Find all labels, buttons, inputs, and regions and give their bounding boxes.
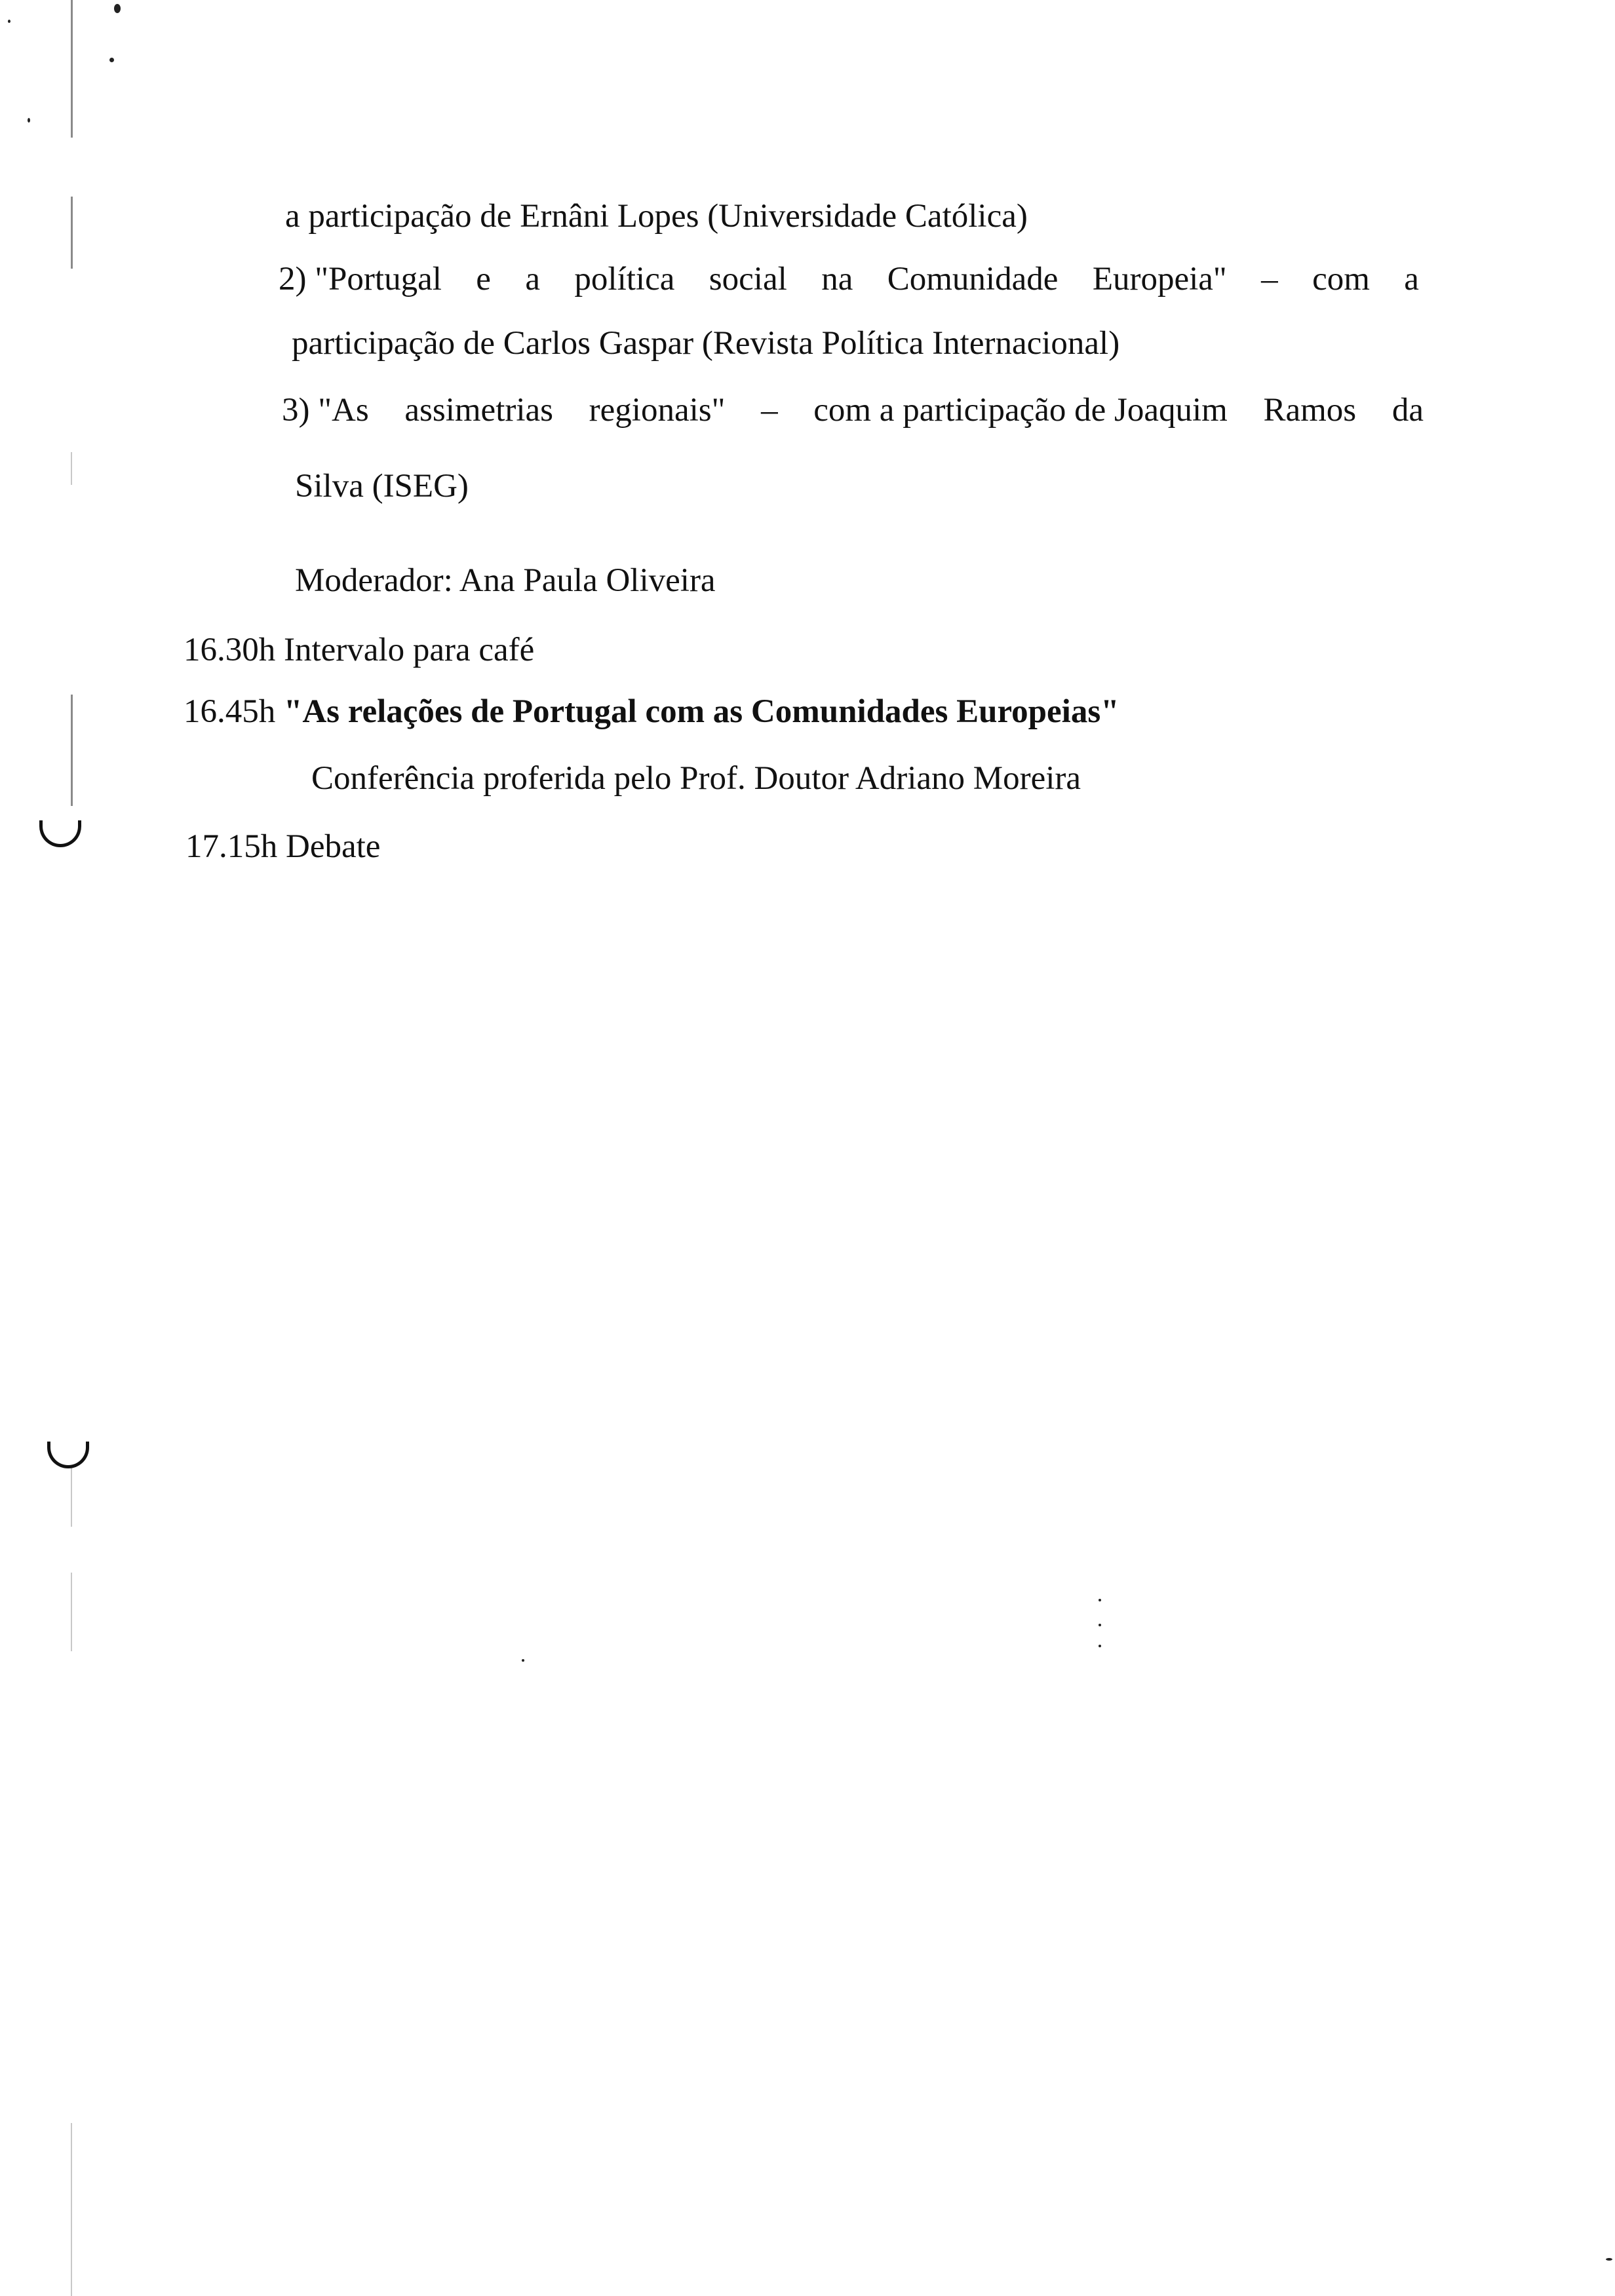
margin-rule-bottom <box>71 2123 72 2296</box>
text-line-4 <box>282 391 1424 430</box>
schedule-time: 17.15h <box>185 828 278 865</box>
speck-mark <box>1099 1599 1101 1601</box>
word: a <box>525 261 540 297</box>
word: Ramos <box>1263 392 1357 429</box>
schedule-conference <box>184 692 1119 731</box>
word: Comunidade <box>887 261 1059 297</box>
speck-mark <box>522 1659 524 1662</box>
binding-hook-mark-lower <box>47 1442 89 1468</box>
speck-mark <box>8 20 10 23</box>
margin-rule-faint-2 <box>71 1468 72 1527</box>
schedule-break <box>184 630 534 670</box>
speck-mark <box>1099 1624 1101 1626</box>
word: Europeia" <box>1092 261 1227 297</box>
word: regionais" <box>589 392 726 429</box>
word: e <box>476 261 491 297</box>
margin-rule-faint-1 <box>71 452 72 485</box>
moderator-line: Moderador: Ana Paula Oliveira <box>295 562 716 599</box>
schedule-debate <box>185 827 380 866</box>
word: 2) "Portugal <box>279 261 442 297</box>
conference-speaker: Conferência proferida pelo Prof. Doutor Adriano Moreira <box>311 760 1081 797</box>
text-line-5: Silva (ISEG) <box>295 468 469 505</box>
schedule-label: Intervalo para café <box>284 632 535 668</box>
schedule-time: 16.30h <box>184 632 276 668</box>
margin-rule-upper <box>71 197 73 269</box>
text-line-1: a participação de Ernâni Lopes (Universidade Católica) <box>285 198 1028 235</box>
speck-mark <box>109 58 114 62</box>
word: com a participação de Joaquim <box>813 392 1228 429</box>
schedule-time: 16.45h <box>184 693 276 730</box>
binding-hook-mark-upper <box>39 820 81 847</box>
word: a <box>1404 261 1419 297</box>
word: política <box>574 261 675 297</box>
word: – <box>1261 261 1278 297</box>
word: – <box>761 392 778 429</box>
margin-rule-middle <box>71 695 73 806</box>
word: da <box>1391 392 1424 429</box>
word: com <box>1312 261 1370 297</box>
margin-rule-top <box>71 0 73 138</box>
schedule-label: Debate <box>286 828 381 865</box>
text-line-2 <box>279 259 1419 299</box>
margin-rule-faint-3 <box>71 1573 72 1651</box>
conference-title: "As relações de Portugal com as Comunidades Europeias" <box>284 693 1119 730</box>
speck-mark <box>114 4 121 13</box>
speck-mark <box>28 118 30 123</box>
speck-mark <box>1099 1645 1101 1647</box>
word: social <box>709 261 787 297</box>
text-line-3: participação de Carlos Gaspar (Revista Política Internacional) <box>292 325 1120 362</box>
speck-mark <box>1606 2258 1612 2261</box>
word: assimetrias <box>404 392 554 429</box>
word: 3) "As <box>282 392 369 429</box>
word: na <box>821 261 853 297</box>
